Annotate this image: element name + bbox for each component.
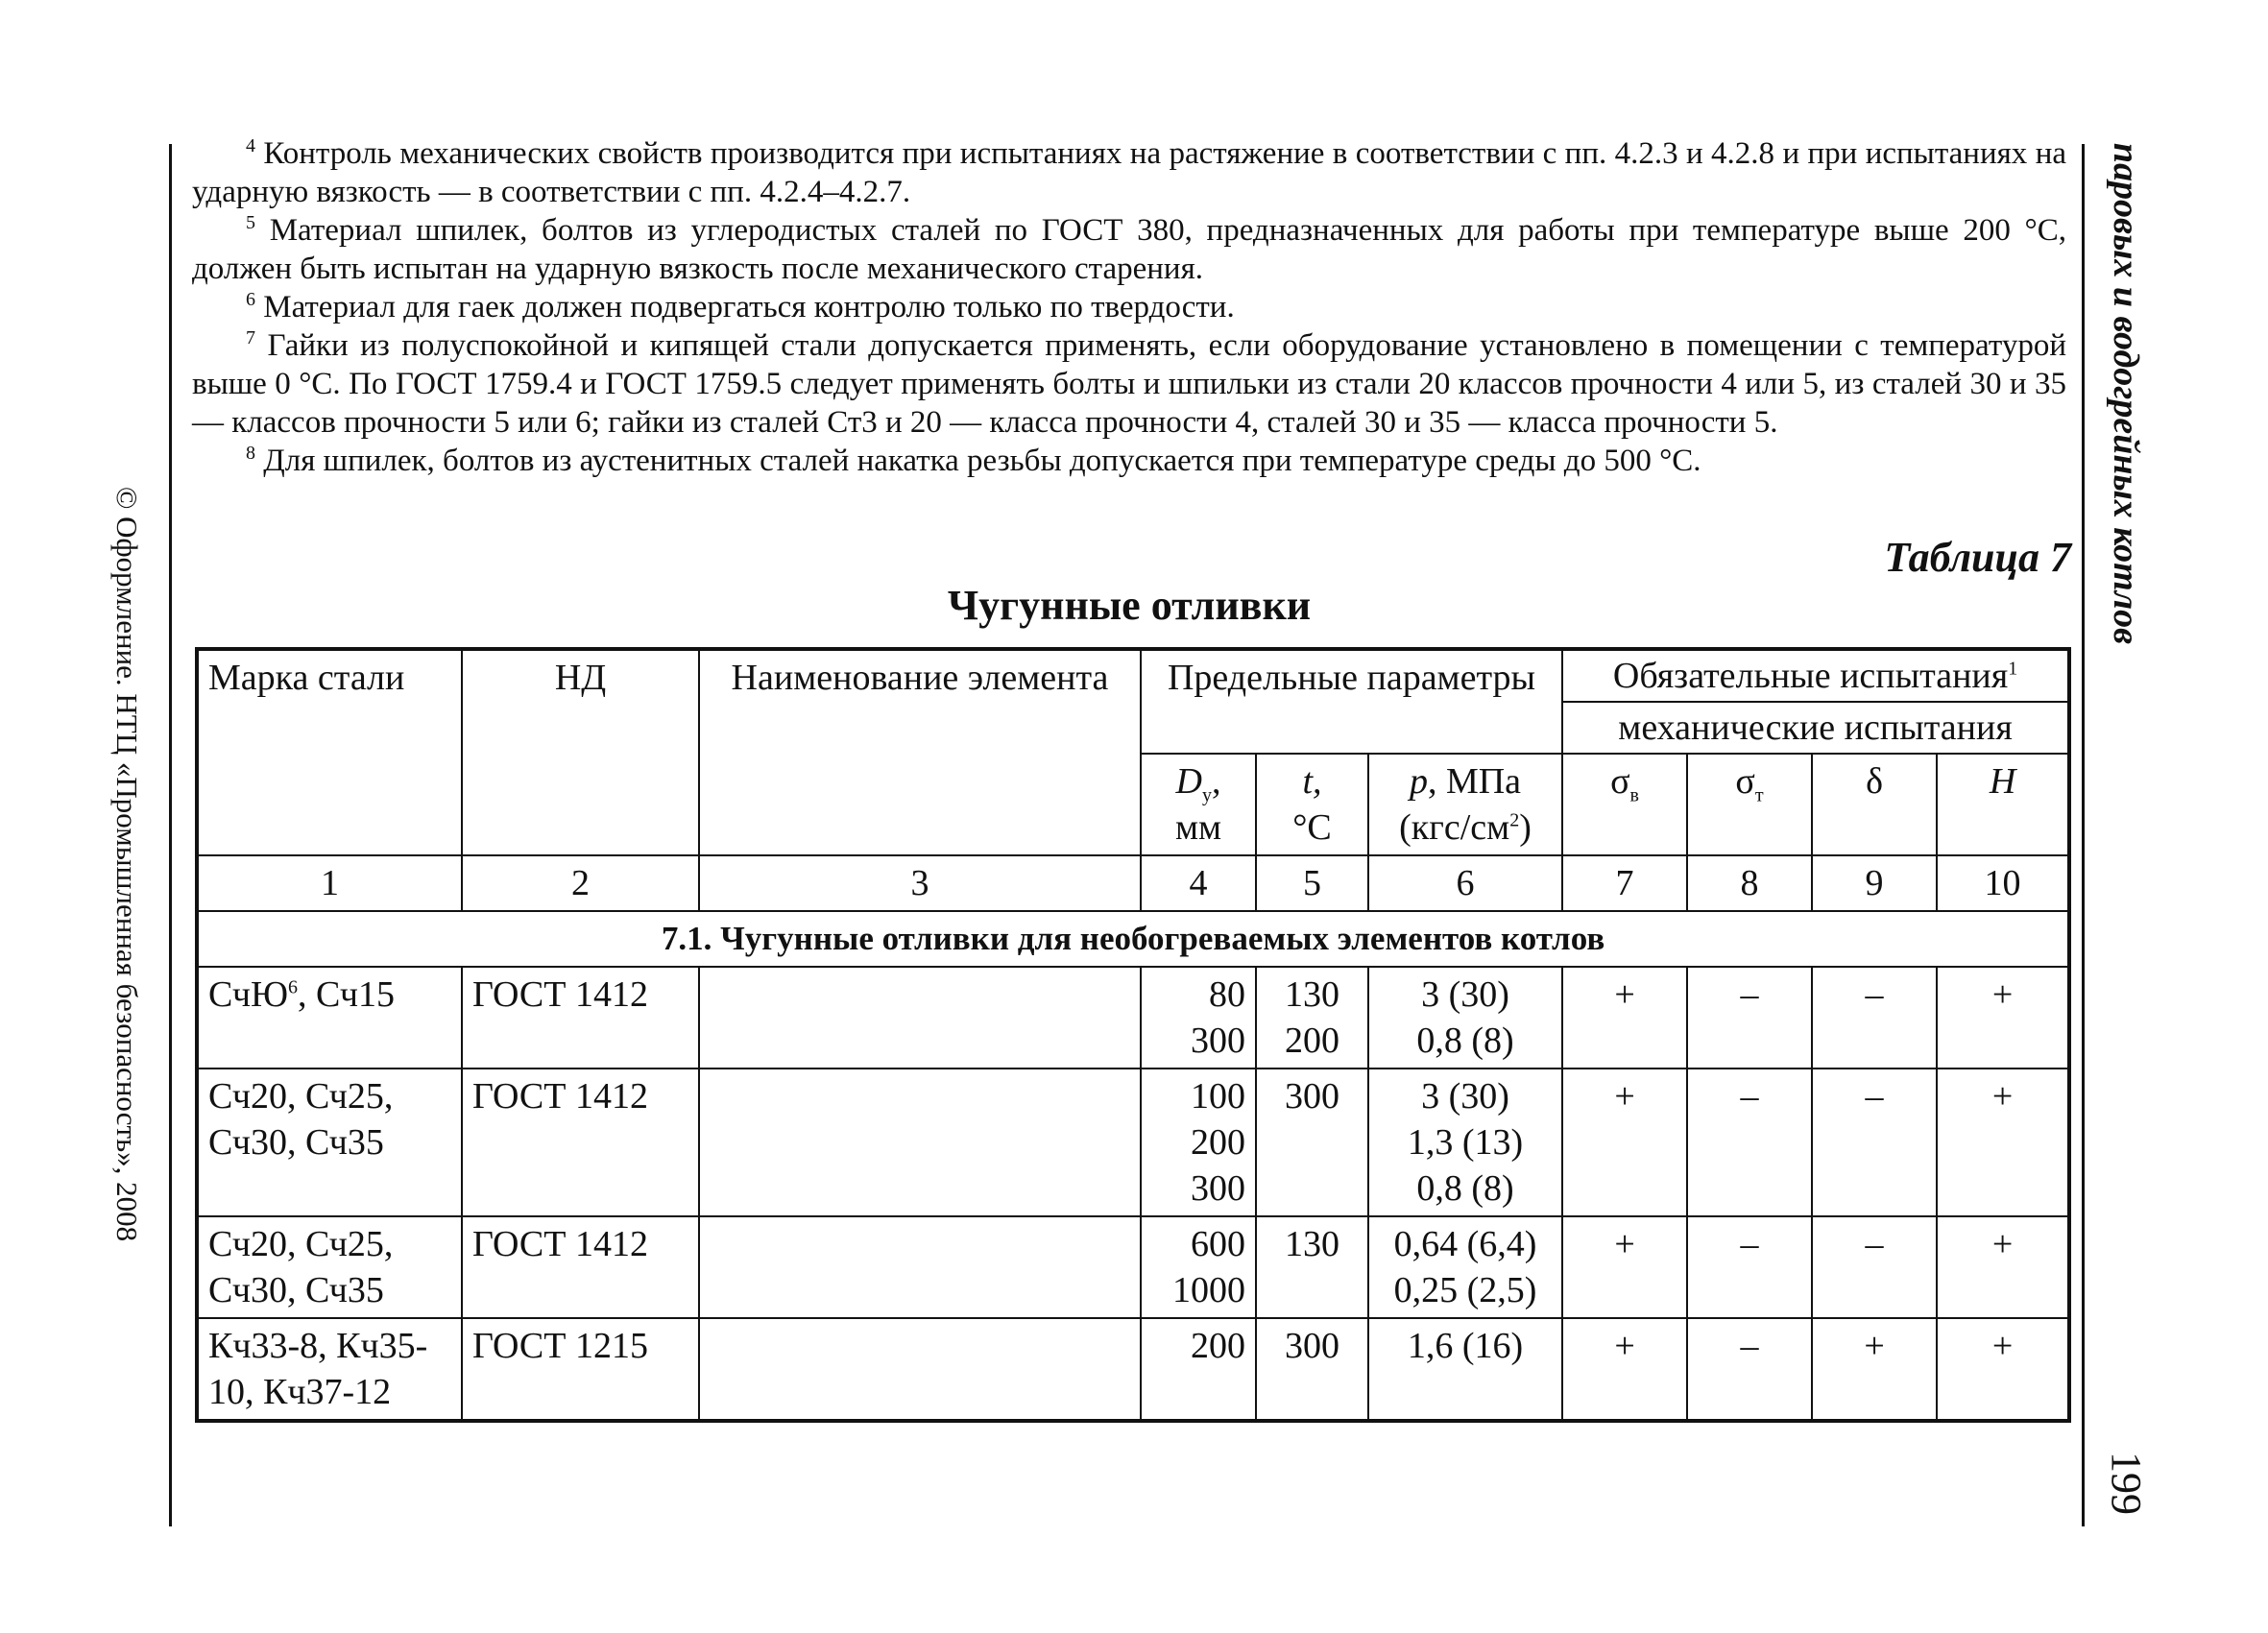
cell-delta: – bbox=[1812, 967, 1937, 1069]
cell-grade: Кч33-8, Кч35-10, Кч37-12 bbox=[197, 1318, 462, 1421]
cell-h: + bbox=[1937, 967, 2069, 1069]
col-header-sigma-b: $\sigma_в$ bbox=[1562, 754, 1687, 855]
col-header-h: H bbox=[1937, 754, 2069, 855]
cell-h: + bbox=[1937, 1318, 2069, 1421]
table-row bbox=[197, 1318, 2069, 1421]
section-row bbox=[197, 911, 2069, 967]
column-number: 9 bbox=[1812, 855, 1937, 911]
cell-p: 3 (30) 1,3 (13) 0,8 (8) bbox=[1368, 1069, 1562, 1216]
cell-element-name bbox=[699, 967, 1141, 1069]
table-row bbox=[197, 1069, 2069, 1216]
cell-sigma-b: + bbox=[1562, 1318, 1687, 1421]
cell-element-name bbox=[699, 1069, 1141, 1216]
footnote-5: $^5$ Материал шпилек, болтов из углеродистых сталей по ГОСТ 380, предназначенных для работы при температуре выше 200 °С, должен быть испытан на ударную вязкость после механического старения. bbox=[192, 212, 2067, 286]
cell-t: 130 200 bbox=[1256, 967, 1368, 1069]
cell-sigma-b: + bbox=[1562, 967, 1687, 1069]
left-margin-rule bbox=[169, 144, 172, 1526]
column-number: 3 bbox=[699, 855, 1141, 911]
cell-h: + bbox=[1937, 1069, 2069, 1216]
column-number: 10 bbox=[1937, 855, 2069, 911]
cell-nd: ГОСТ 1412 bbox=[462, 1216, 699, 1318]
cell-t: 130 bbox=[1256, 1216, 1368, 1318]
column-number: 6 bbox=[1368, 855, 1562, 911]
column-number: 5 bbox=[1256, 855, 1368, 911]
cell-sigma-t: – bbox=[1687, 967, 1812, 1069]
cell-grade: СчЮ$^6$, Сч15 bbox=[197, 967, 462, 1069]
footnote-4: $^4$ Контроль механических свойств производится при испытаниях на растяжение в соответствии с пп. 4.2.3 и 4.2.8 и при испытаниях на ударную вязкость — в соответствии с пп. 4.2.4–4.2.7. bbox=[192, 135, 2066, 209]
column-number-row bbox=[197, 855, 2069, 911]
cell-element-name bbox=[699, 1216, 1141, 1318]
cell-dy: 600 1000 bbox=[1141, 1216, 1256, 1318]
table-row bbox=[197, 1216, 2069, 1318]
copyright-margin-text: © Оформление. НТЦ «Промышленная безопасность», 2008 bbox=[110, 486, 144, 1242]
footnotes bbox=[192, 134, 2066, 480]
col-header-delta: δ bbox=[1812, 754, 1937, 855]
table-row bbox=[197, 967, 2069, 1069]
cell-sigma-t: – bbox=[1687, 1216, 1812, 1318]
footnote-6: $^6$ Материал для гаек должен подвергаться контролю только по твердости. bbox=[246, 289, 1235, 324]
column-number: 4 bbox=[1141, 855, 1256, 911]
col-header-nd: НД bbox=[462, 649, 699, 855]
cell-sigma-t: – bbox=[1687, 1318, 1812, 1421]
cell-dy: 200 bbox=[1141, 1318, 1256, 1421]
col-header-limits: Предельные параметры bbox=[1141, 649, 1562, 754]
footnote-8: $^8$ Для шпилек, болтов из аустенитных сталей накатка резьбы допускается при температуре среды до 500 °С. bbox=[246, 443, 1701, 478]
cell-p: 1,6 (16) bbox=[1368, 1318, 1562, 1421]
cell-h: + bbox=[1937, 1216, 2069, 1318]
cell-p: 0,64 (6,4) 0,25 (2,5) bbox=[1368, 1216, 1562, 1318]
table-title: Чугунные отливки bbox=[947, 582, 1312, 629]
cell-sigma-b: + bbox=[1562, 1069, 1687, 1216]
cell-nd: ГОСТ 1412 bbox=[462, 967, 699, 1069]
column-number: 7 bbox=[1562, 855, 1687, 911]
header-row-1 bbox=[197, 649, 2069, 702]
cell-grade: Сч20, Сч25, Сч30, Сч35 bbox=[197, 1216, 462, 1318]
cell-nd: ГОСТ 1412 bbox=[462, 1069, 699, 1216]
cell-dy: 80 300 bbox=[1141, 967, 1256, 1069]
running-head: паровых и водогрейных котлов bbox=[2106, 142, 2146, 645]
column-number: 1 bbox=[197, 855, 462, 911]
cell-sigma-t: – bbox=[1687, 1069, 1812, 1216]
col-header-t: t, °С bbox=[1256, 754, 1368, 855]
col-header-sigma-t: $\sigma_т$ bbox=[1687, 754, 1812, 855]
col-header-p: p, МПа $(кгс/см^2)$ bbox=[1368, 754, 1562, 855]
cell-delta: – bbox=[1812, 1216, 1937, 1318]
col-header-dy: $D_у$, мм bbox=[1141, 754, 1256, 855]
cell-sigma-b: + bbox=[1562, 1216, 1687, 1318]
section-title: 7.1. Чугунные отливки для необогреваемых элементов котлов bbox=[197, 911, 2069, 967]
cell-delta: – bbox=[1812, 1069, 1937, 1216]
cell-t: 300 bbox=[1256, 1069, 1368, 1216]
cast-iron-table bbox=[195, 647, 2071, 1423]
col-header-element-name: Наименование элемента bbox=[699, 649, 1141, 855]
table-label: Таблица 7 bbox=[1884, 534, 2071, 581]
cell-grade: Сч20, Сч25, Сч30, Сч35 bbox=[197, 1069, 462, 1216]
col-header-mechanical: механические испытания bbox=[1562, 702, 2069, 754]
cell-dy: 100 200 300 bbox=[1141, 1069, 1256, 1216]
column-number: 2 bbox=[462, 855, 699, 911]
cell-nd: ГОСТ 1215 bbox=[462, 1318, 699, 1421]
right-margin-rule bbox=[2082, 144, 2085, 1526]
cell-t: 300 bbox=[1256, 1318, 1368, 1421]
cell-p: 3 (30) 0,8 (8) bbox=[1368, 967, 1562, 1069]
page-number: 199 bbox=[2103, 1452, 2150, 1515]
col-header-grade: Марка стали bbox=[197, 649, 462, 855]
cell-delta: + bbox=[1812, 1318, 1937, 1421]
column-number: 8 bbox=[1687, 855, 1812, 911]
cell-element-name bbox=[699, 1318, 1141, 1421]
col-header-mandatory: Обязательные испытания$^1$ bbox=[1562, 649, 2069, 702]
footnote-7: $^7$ Гайки из полуспокойной и кипящей стали допускается применять, если оборудование установлено в помещении с температурой выше 0 °С. По ГОСТ 1759.4 и ГОСТ 1759.5 следует применять болты и шпильки из стали 20 классов прочности 4 или 5, из сталей 30 и 35 — классов прочности 5 или 6; гайки из сталей Ст3 и 20 — класса прочности 4, сталей 30 и 35 — класса прочности 5. bbox=[192, 327, 2066, 440]
